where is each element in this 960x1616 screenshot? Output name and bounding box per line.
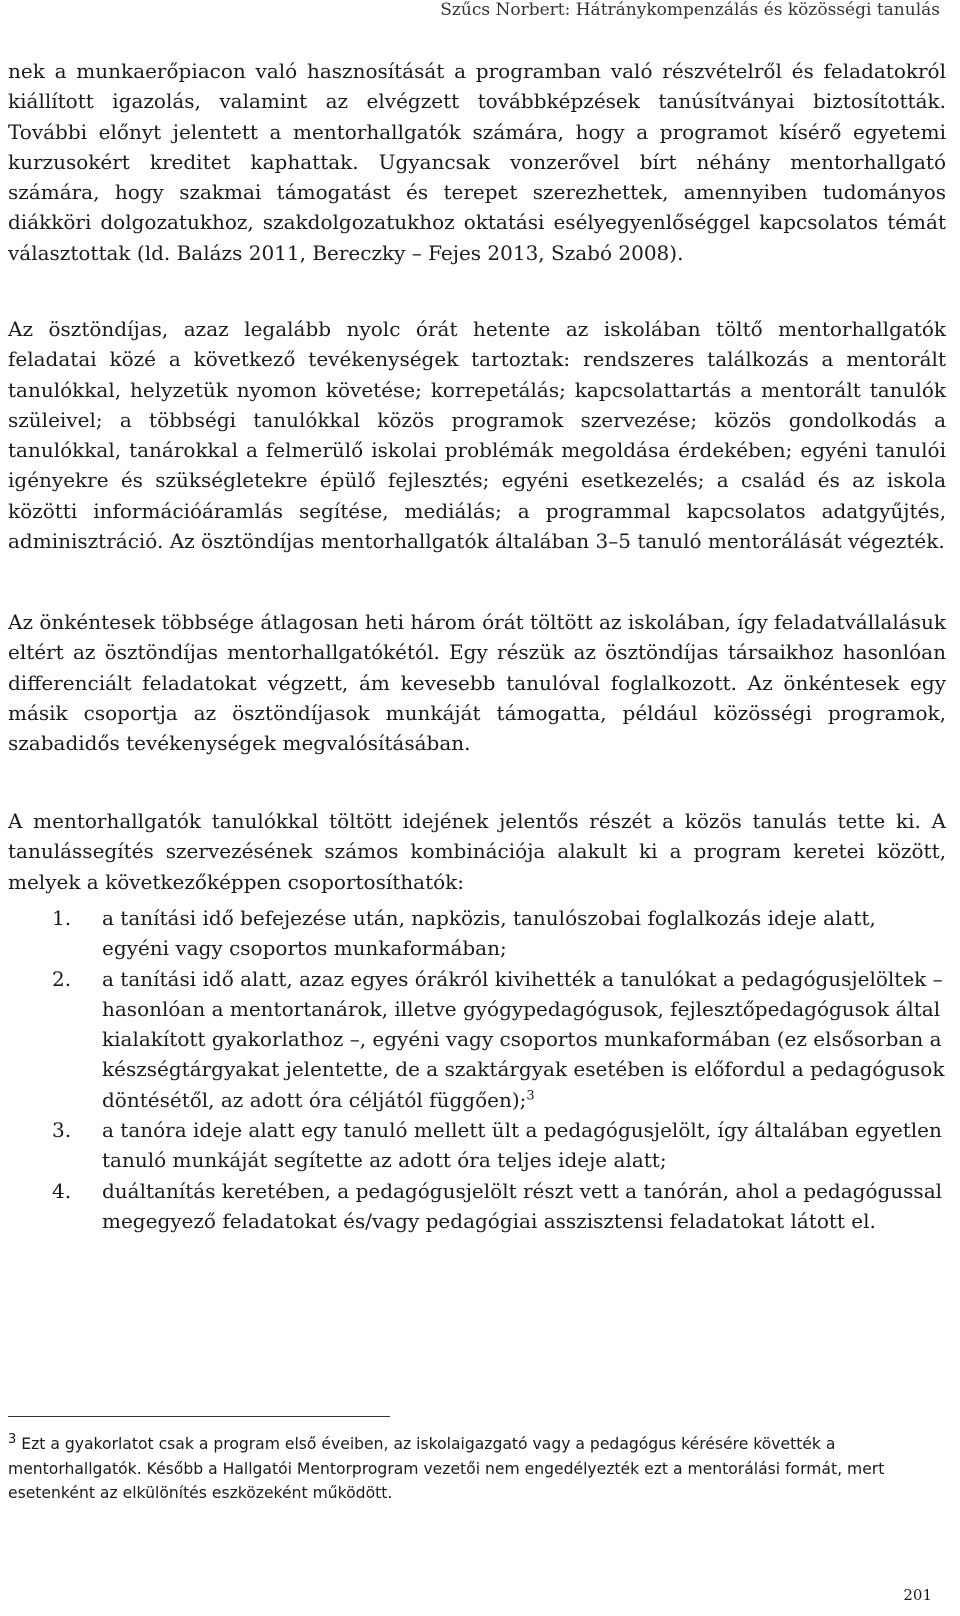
footnote-divider <box>8 1416 390 1417</box>
list-item <box>8 1115 946 1176</box>
list-number: 2. <box>52 966 72 991</box>
list-item <box>8 1176 946 1237</box>
numbered-list <box>8 903 946 1236</box>
list-number: 4. <box>52 1178 72 1203</box>
paragraph-text: nek a munkaerőpiacon való hasznosítását a programban való részvételről és feladatokról kiállított igazolás, valamint az elvégzett továbbképzések tanúsítványai biztosították. További előnyt jelentett a mentorhallgatók számára, hogy a programot kísérő egyetemi kurzusokért kreditet kaphattak. Ugyancsak vonzerővel bírt néhány mentorhallgató számára, hogy szakmai támogatást és terepet szerezhettek, amennyiben tudományos diákköri dolgozatukhoz, szakdolgozatukhoz oktatási esélyegyenlőséggel kapcsolatos témát választottak (ld. Balázs 2011, Bereczky – Fejes 2013, Szabó 2008). <box>8 59 946 265</box>
list-item-text: a tanítási idő alatt, azaz egyes órákról kivihették a tanulókat a pedagógusjelöltek – hasonlóan a mentortanárok, illetve gyógypedagógusok, fejlesztőpedagógusok által kialakított gyakorlathoz –, egyéni vagy csoportos munkaformában (ez elsősorban a készségtárgyakat jelentette, de a szaktárgyak esetében is előfordul a pedagógusok döntésétől, az adott óra céljától függően); <box>102 966 945 1112</box>
paragraph-1 <box>8 56 946 268</box>
list-item <box>8 903 946 964</box>
paragraph-3 <box>8 607 946 758</box>
list-number: 1. <box>52 906 72 930</box>
list-item-text: duáltanítás keretében, a pedagógusjelölt részt vett a tanórán, ahol a pedagógussal megegyező feladatokat és/vagy pedagógiai asszisztensi feladatokat látott el. <box>102 1178 943 1233</box>
paragraph-2 <box>8 314 946 556</box>
running-header: Szűcs Norbert: Hátránykompenzálás és közösségi tanulás <box>440 0 940 20</box>
list-number: 3. <box>52 1118 72 1143</box>
paragraph-text: A mentorhallgatók tanulókkal töltött idejének jelentős részét a közös tanulás tette ki. A tanulássegítés szervezésének számos kombinációja alakult ki a program keretei között, melyek a következőképpen csoportosíthatók: <box>8 809 946 894</box>
page-number: 201 <box>903 1586 932 1604</box>
footnote-text: Ezt a gyakorlatot csak a program első éveiben, az iskolaigazgató vagy a pedagógus kérésére követték a mentorhallgatók. Később a Hallgatói Mentorprogram vezetői nem engedélyezték ezt a mentorálási formát, mert esetenként az elkülönítés eszközeként működött. <box>8 1435 885 1502</box>
list-item-text: a tanóra ideje alatt egy tanuló mellett ült a pedagógusjelölt, így általában egyetlen tanuló munkáját segítette az adott óra teljes ideje alatt; <box>102 1118 942 1173</box>
footnote-reference[interactable]: 3 <box>526 1088 535 1104</box>
paragraph-4 <box>8 806 946 897</box>
footnote-mark: 3 <box>8 1431 17 1447</box>
paragraph-text: Az ösztöndíjas, azaz legalább nyolc órát hetente az iskolában töltő mentorhallgatók feladatai közé a következő tevékenységek tartoztak: rendszeres találkozás a mentorált tanulókkal, helyzetük nyomon követése; korrepetálás; kapcsolattartás a mentorált tanulók szüleivel; a többségi tanulókkal közös programok szervezése; közös gondolkodás a tanulókkal, tanárokkal a felmerülő iskolai problémák megoldása érdekében; egyéni tanulói igényekre és szükségletekre épülő fejlesztés; egyéni esetkezelés; a család és az iskola közötti információáramlás segítése, mediálás; a programmal kapcsolatos adatgyűjtés, adminisztráció. Az ösztöndíjas mentorhallgatók általában 3–5 tanuló mentorálását végezték. <box>8 317 946 554</box>
list-item <box>8 964 946 1115</box>
paragraph-text: Az önkéntesek többsége átlagosan heti három órát töltött az iskolában, így feladatvállalásuk eltért az ösztöndíjas mentorhallgatókétól. Egy részük az ösztöndíjas társaikhoz hasonlóan differenciált feladatokat végzett, ám kevesebb tanulóval foglalkozott. Az önkéntesek egy másik csoportja az ösztöndíjasok munkáját támogatta, például közösségi programok, szabadidős tevékenységek megvalósításában. <box>8 610 946 756</box>
list-item-text: a tanítási idő befejezése után, napközis, tanulószobai foglalkozás ideje alatt, egyéni vagy csoportos munkaformában; <box>102 906 876 961</box>
footnote <box>8 1432 946 1506</box>
